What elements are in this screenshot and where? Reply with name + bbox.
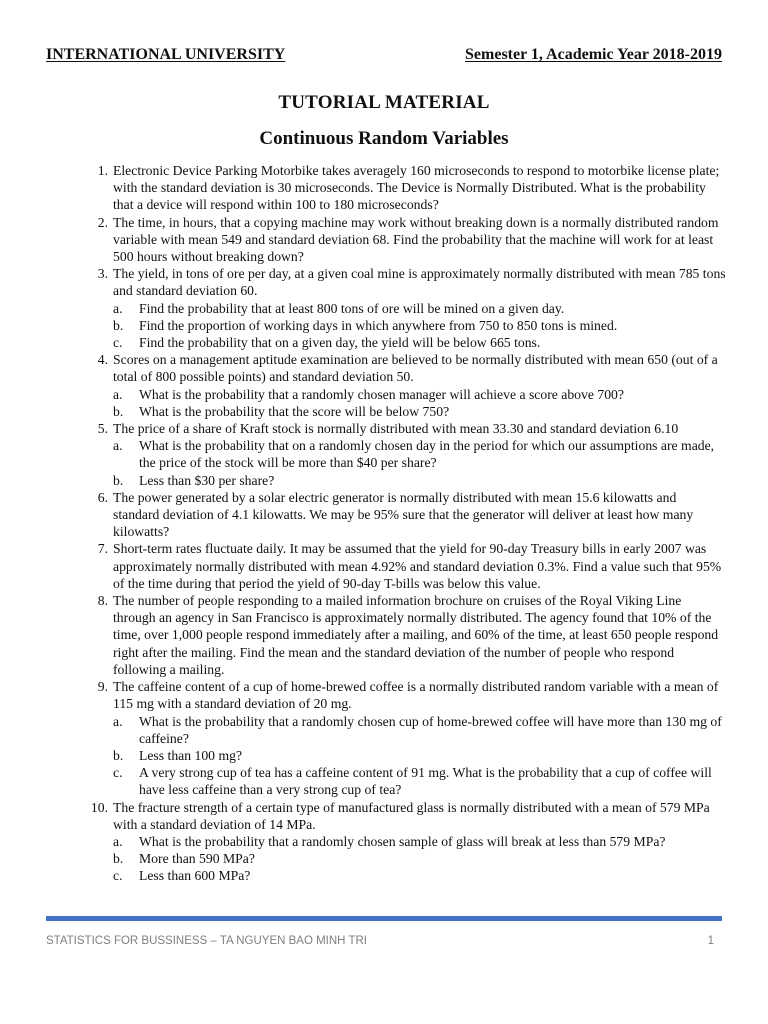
sub-question-text: What is the probability that a randomly chosen manager will achieve a score above 700? xyxy=(139,386,624,402)
sub-question-text: Find the proportion of working days in which anywhere from 750 to 850 tons is mined. xyxy=(139,317,618,333)
sub-question-item xyxy=(113,300,726,317)
sub-question-text: What is the probability that the score will be below 750? xyxy=(139,403,450,419)
sub-question-letter: b. xyxy=(113,472,124,488)
sub-question-letter: a. xyxy=(113,713,123,729)
sub-question-text: A very strong cup of tea has a caffeine content of 91 mg. What is the probability that a cup of coffee will have less caffeine than a very strong cup of tea? xyxy=(139,765,712,798)
question-item xyxy=(86,678,726,798)
sub-question-letter: a. xyxy=(113,386,123,402)
question-text: The yield, in tons of ore per day, at a given coal mine is approximately normally distributed with mean 785 tons and standard deviation 60. xyxy=(113,266,726,299)
question-text: The caffeine content of a cup of home-brewed coffee is a normally distributed random variable with a mean of 115 mg with a standard deviation of 20 mg. xyxy=(113,679,719,712)
sub-question-item xyxy=(113,764,726,798)
question-text: The price of a share of Kraft stock is normally distributed with mean 33.30 and standard deviation 6.10 xyxy=(113,421,679,437)
sub-question-item xyxy=(113,472,726,489)
question-number: 7. xyxy=(97,541,108,557)
sub-question-text: Find the probability that on a given day, the yield will be below 665 tons. xyxy=(139,335,541,351)
question-number: 3. xyxy=(97,266,108,282)
question-item xyxy=(86,540,726,592)
sub-question-letter: a. xyxy=(113,438,123,454)
sub-question-text: What is the probability that on a randomly chosen day in the period for which our assumptions are made, the price of the stock will be more than $40 per share? xyxy=(139,438,715,471)
sub-question-letter: a. xyxy=(113,300,123,316)
sub-question-letter: b. xyxy=(113,851,124,867)
sub-question-item xyxy=(113,713,726,747)
question-text: The time, in hours, that a copying machine may work without breaking down is a normally distributed random variable with mean 549 and standard deviation 68. Find the probability that the machine will work for at least 500 hours without breaking down? xyxy=(113,214,719,265)
question-number: 1. xyxy=(97,163,108,178)
sub-question-text: What is the probability that a randomly chosen cup of home-brewed coffee will have more than 130 mg of caffeine? xyxy=(139,713,722,746)
question-text: The fracture strength of a certain type of manufactured glass is normally distributed with a mean of 579 MPa with a standard deviation of 14 MPa. xyxy=(113,799,710,832)
page-header xyxy=(46,46,722,64)
sub-question-text: More than 590 MPa? xyxy=(139,851,255,867)
page-footer xyxy=(46,935,714,947)
sub-question-item xyxy=(113,317,726,334)
sub-question-text: Find the probability that at least 800 tons of ore will be mined on a given day. xyxy=(139,300,565,316)
sub-question-letter: c. xyxy=(113,868,123,884)
sub-question-letter: a. xyxy=(113,833,123,849)
header-semester: Semester 1, Academic Year 2018-2019 xyxy=(465,46,722,63)
question-item xyxy=(86,799,726,885)
question-item xyxy=(86,265,726,351)
question-number: 5. xyxy=(97,421,108,437)
sub-question-item xyxy=(113,437,726,471)
question-number: 10. xyxy=(90,799,108,815)
document-title: TUTORIAL MATERIAL xyxy=(278,92,490,113)
question-text: The power generated by a solar electric generator is normally distributed with mean 15.6 kilowatts and standard deviation of 4.1 kilowatts. We may be 95% sure that the generator will deliver at least how many kilowatts? xyxy=(113,489,694,540)
sub-question-text: Less than 100 mg? xyxy=(139,747,243,763)
sub-question-letter: b. xyxy=(113,403,124,419)
sub-question-text: Less than 600 MPa? xyxy=(139,868,251,884)
sub-question-text: Less than $30 per share? xyxy=(139,472,275,488)
sub-question-letter: b. xyxy=(113,747,124,763)
footer-rule xyxy=(46,916,722,921)
header-university: INTERNATIONAL UNIVERSITY xyxy=(46,46,286,63)
question-item xyxy=(86,351,726,420)
question-number: 6. xyxy=(97,489,108,505)
sub-question-letter: b. xyxy=(113,317,124,333)
question-item xyxy=(86,489,726,541)
question-list xyxy=(86,162,726,885)
page-number: 1 xyxy=(707,935,714,947)
question-item xyxy=(86,162,726,214)
document-subtitle: Continuous Random Variables xyxy=(259,128,509,149)
sub-question-letter: c. xyxy=(113,335,123,351)
sub-question-item xyxy=(113,833,726,850)
question-text: Short-term rates fluctuate daily. It may be assumed that the yield for 90-day Treasury bills in early 2007 was approximately normally distributed with mean 4.92% and standard deviation 0.3%. Find a value such that 95% of the time during that period the yield of 90-day T-bills was below this value. xyxy=(113,541,722,591)
sub-question-item xyxy=(113,747,726,764)
sub-question-item xyxy=(113,386,726,403)
sub-question-letter: c. xyxy=(113,765,123,781)
question-text: Scores on a management aptitude examination are believed to be normally distributed with mean 650 (out of a total of 800 possible points) and standard deviation 50. xyxy=(113,352,718,385)
question-item xyxy=(86,592,726,678)
question-number: 2. xyxy=(97,214,108,230)
question-number: 8. xyxy=(97,593,108,609)
sub-question-item xyxy=(113,334,726,351)
question-item xyxy=(86,214,726,266)
sub-question-item xyxy=(113,850,726,867)
question-number: 4. xyxy=(97,352,108,368)
question-text: The number of people responding to a mailed information brochure on cruises of the Royal Viking Line through an agency in San Francisco is approximately normally distributed. The agency found that 10% of the time, over 1,000 people respond immediately after a mailing, and 60% of the time, at least 650 people respond right after the mailing. Find the mean and the standard deviation of the number of people who respond following a mailing. xyxy=(113,593,719,677)
footer-course-text: STATISTICS FOR BUSSINESS – TA NGUYEN BAO MINH TRI xyxy=(46,935,367,947)
question-text: Electronic Device Parking Motorbike takes averagely 160 microseconds to respond to motorbike license plate; with the standard deviation is 30 microseconds. The Device is Normally Distributed. What is the probability that a device will respond within 100 to 180 microseconds? xyxy=(113,163,720,213)
sub-question-item xyxy=(113,403,726,420)
sub-question-item xyxy=(113,867,726,884)
question-number: 9. xyxy=(97,679,108,695)
sub-question-text: What is the probability that a randomly chosen sample of glass will break at less than 579 MPa? xyxy=(139,833,666,849)
question-item xyxy=(86,420,726,489)
